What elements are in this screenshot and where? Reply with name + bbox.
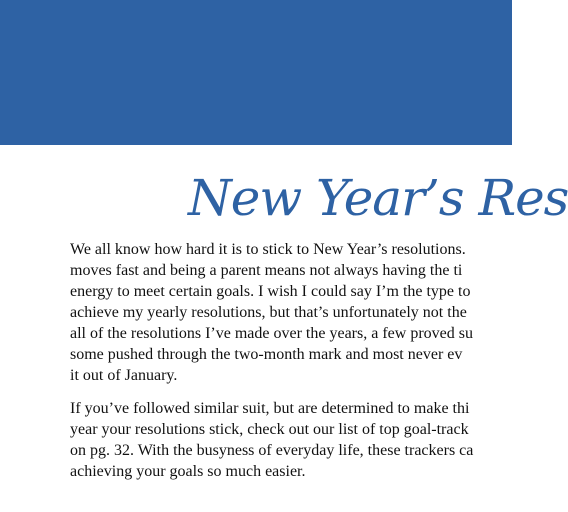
article-paragraph-1 <box>70 239 530 386</box>
article-paragraph-2 <box>70 398 530 482</box>
paragraph-line: all of the resolutions I’ve made over the years, a few proved su <box>70 325 473 342</box>
paragraph-line: We all know how hard it is to stick to New Year’s resolutions. <box>70 241 466 258</box>
paragraph-line: If you’ve followed similar suit, but are determined to make thi <box>70 400 470 417</box>
header-band <box>0 0 512 145</box>
paragraph-line: achieving your goals so much easier. <box>70 463 306 480</box>
paragraph-line: energy to meet certain goals. I wish I could say I’m the type to <box>70 283 471 300</box>
paragraph-line: on pg. 32. With the busyness of everyday life, these trackers ca <box>70 442 474 459</box>
paragraph-line: year your resolutions stick, check out our list of top goal-track <box>70 421 469 438</box>
article-title: New Year’s Res <box>188 169 568 227</box>
paragraph-line: moves fast and being a parent means not always having the ti <box>70 262 463 279</box>
article-body <box>70 239 530 494</box>
paragraph-line: achieve my yearly resolutions, but that’s unfortunately not the <box>70 304 467 321</box>
paragraph-line: it out of January. <box>70 367 178 384</box>
paragraph-line: some pushed through the two-month mark and most never ev <box>70 346 463 363</box>
